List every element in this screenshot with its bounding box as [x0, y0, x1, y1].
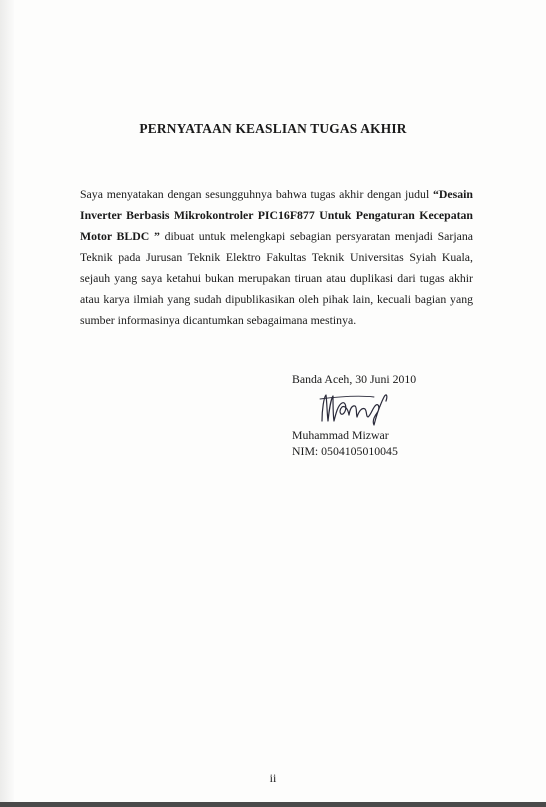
signer-nim: NIM: 0504105010045 [292, 444, 398, 458]
paragraph-intro: Saya menyatakan dengan sesungguhnya bahwa tugas akhir dengan judul [80, 187, 434, 201]
signer-name: Muhammad Mizwar [292, 428, 389, 442]
handwritten-signature [316, 391, 396, 427]
statement-paragraph [80, 184, 473, 331]
page-title: PERNYATAAN KEASLIAN TUGAS AKHIR [139, 121, 407, 136]
page-number: ii [269, 771, 277, 785]
place-and-date: Banda Aceh, 30 Juni 2010 [292, 372, 417, 386]
signature-block [292, 371, 492, 459]
thesis-title: “Desain Inverter Berbasis Mikrokontroler PIC16F877 Untuk Pengaturan Kecepatan Motor BLDC ” [80, 187, 473, 243]
scan-border-bottom [0, 802, 546, 807]
paragraph-body: dibuat untuk melengkapi sebagian persyaratan menjadi Sarjana Teknik pada Jurusan Teknik Elektro Fakultas Teknik Universitas Syiah Kuala, sejauh yang saya ketahui bukan merupakan tiruan atau duplikasi dari tugas akhir atau karya ilmiah yang sudah dipublikasikan oleh pihak lain, kecuali bagian yang sumber informasinya dicantumkan sebagaimana mestinya. [80, 229, 473, 327]
